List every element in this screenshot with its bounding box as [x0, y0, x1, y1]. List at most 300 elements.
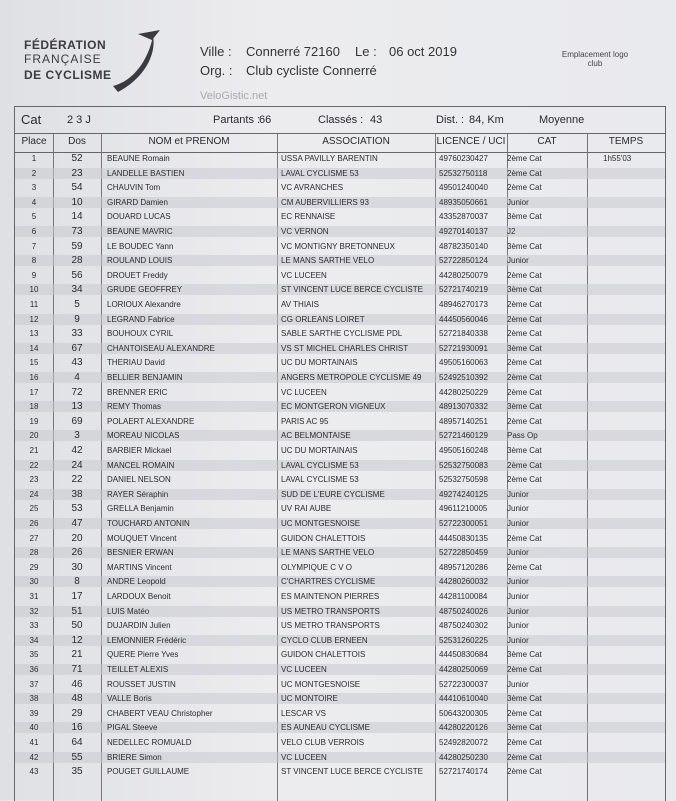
- category-cell: Junior: [507, 606, 529, 616]
- association-cell: VELO CLUB VERROIS: [281, 738, 365, 747]
- table-row: [15, 474, 665, 485]
- table-row: [15, 314, 665, 325]
- category-cell: 2ème Cat: [507, 752, 542, 762]
- place-cell: 1: [31, 154, 37, 163]
- licence-cell: 52721740219: [439, 285, 488, 295]
- dos-cell: 64: [71, 737, 83, 748]
- name-cell: DROUET Freddy: [107, 270, 168, 280]
- association-cell: OLYMPIQUE C V O: [281, 562, 352, 572]
- category-cell: 3ème Cat: [507, 694, 542, 704]
- place-cell: 19: [29, 416, 39, 426]
- dos-cell: 55: [71, 751, 83, 763]
- dos-cell: 4: [74, 372, 80, 383]
- category-cell: 2ème Cat: [507, 154, 542, 163]
- name-cell: BRENNER ERIC: [107, 387, 168, 397]
- logo-line2: FRANÇAISE: [24, 52, 102, 66]
- place-cell: 39: [29, 708, 39, 718]
- licence-cell: 44280260032: [439, 577, 488, 587]
- table-row: [15, 533, 665, 544]
- association-cell: VC LUCEEN: [281, 752, 327, 762]
- association-cell: VC AVRANCHES: [281, 183, 344, 193]
- club-logo-placeholder: Emplacement logo club: [561, 50, 629, 68]
- place-cell: 38: [29, 694, 39, 704]
- category-cell: 2ème Cat: [507, 767, 542, 777]
- association-cell: LE MANS SARTHE VELO: [281, 548, 375, 558]
- table-row: [15, 503, 665, 514]
- association-cell: VC LUCEEN: [281, 387, 327, 397]
- place-cell: 16: [29, 373, 39, 382]
- licence-cell: 48935050661: [439, 197, 488, 207]
- place-cell: 24: [29, 489, 39, 499]
- place-cell: 8: [31, 256, 37, 266]
- licence-cell: 43352870037: [439, 212, 488, 222]
- name-cell: VALLE Boris: [107, 694, 152, 704]
- name-cell: BOUHOUX CYRIL: [107, 329, 174, 339]
- place-cell: 6: [31, 227, 37, 236]
- table-row: [15, 299, 665, 310]
- licence-cell: 48750240302: [439, 621, 488, 631]
- association-cell: UC MONTGESNOISE: [281, 679, 361, 689]
- name-cell: BEAUNE MAVRIC: [107, 227, 173, 236]
- category-cell: Junior: [507, 621, 529, 631]
- dos-cell: 17: [71, 591, 83, 602]
- cat-value: 2 3 J: [67, 114, 91, 126]
- dos-cell: 35: [71, 766, 83, 778]
- org-label: Org. :: [200, 63, 233, 78]
- category-cell: Junior: [507, 256, 529, 266]
- licence-cell: 48957120286: [439, 562, 488, 572]
- dos-cell: 12: [71, 634, 83, 646]
- name-cell: ANDRE Leopold: [107, 577, 166, 587]
- place-cell: 28: [29, 548, 39, 558]
- place-cell: 12: [29, 314, 39, 324]
- results-table: [14, 106, 666, 801]
- table-row: [15, 518, 665, 529]
- dos-cell: 9: [74, 313, 80, 325]
- name-cell: BARBIER Mickael: [107, 446, 172, 455]
- name-cell: RAYER Séraphin: [107, 489, 169, 499]
- dos-cell: 43: [71, 357, 83, 369]
- table-row: [15, 211, 665, 222]
- logo-line1: FÉDÉRATION: [24, 38, 107, 52]
- place-cell: 34: [29, 635, 39, 645]
- licence-cell: 49270140137: [439, 227, 488, 236]
- licence-cell: 48946270173: [439, 300, 488, 309]
- col-assoc: ASSOCIATION: [322, 136, 390, 147]
- dos-cell: 56: [71, 269, 83, 281]
- org-value: Club cycliste Connerré: [246, 63, 377, 78]
- ville-label: Ville :: [200, 44, 232, 59]
- licence-cell: 44410610040: [439, 694, 488, 704]
- place-cell: 32: [29, 606, 39, 616]
- classes-label: Classés :: [318, 114, 364, 126]
- place-cell: 23: [29, 475, 39, 485]
- category-cell: Junior: [507, 592, 529, 601]
- place-cell: 7: [31, 241, 37, 251]
- dist-value: 84, Km: [469, 114, 504, 126]
- place-cell: 17: [29, 387, 39, 397]
- dos-cell: 38: [71, 488, 83, 500]
- category-cell: 3ème Cat: [507, 212, 542, 222]
- logo-line3: DE CYCLISME: [24, 68, 112, 82]
- category-cell: Junior: [507, 577, 529, 587]
- association-cell: CM AUBERVILLIERS 93: [281, 197, 369, 207]
- dos-cell: 26: [71, 547, 83, 559]
- table-row: [15, 737, 665, 748]
- association-cell: US METRO TRANSPORTS: [281, 621, 380, 631]
- association-cell: EC MONTGERON VIGNEUX: [281, 402, 386, 412]
- dos-cell: 54: [71, 182, 83, 194]
- dos-cell: 3: [74, 430, 80, 442]
- dos-cell: 50: [71, 620, 83, 632]
- category-cell: Junior: [507, 504, 529, 514]
- ffc-logo: [18, 34, 168, 94]
- dos-cell: 51: [71, 605, 83, 617]
- association-cell: VC LUCEEN: [281, 270, 327, 280]
- place-cell: 14: [29, 343, 39, 353]
- dos-cell: 16: [71, 722, 83, 734]
- dos-cell: 14: [71, 211, 83, 223]
- licence-cell: 44280250069: [439, 665, 488, 674]
- table-row: [15, 284, 665, 295]
- name-cell: LUIS Matéo: [107, 606, 150, 616]
- licence-cell: 52722300037: [439, 679, 488, 689]
- association-cell: CYCLO CLUB ERNEEN: [281, 635, 368, 645]
- association-cell: LAVAL CYCLISME 53: [281, 168, 359, 178]
- association-cell: LAVAL CYCLISME 53: [281, 460, 359, 470]
- dos-cell: 67: [71, 342, 83, 354]
- dos-cell: 69: [71, 415, 83, 427]
- association-cell: ES MAINTENON PIERRES: [281, 592, 380, 601]
- category-cell: 2ème Cat: [507, 270, 542, 280]
- name-cell: BRIERE Simon: [107, 752, 162, 762]
- date-label: Le :: [355, 44, 377, 59]
- place-cell: 22: [29, 460, 39, 470]
- name-cell: DANIEL NELSON: [107, 475, 171, 485]
- category-cell: 2ème Cat: [507, 460, 542, 470]
- table-row: [15, 357, 665, 368]
- name-cell: MANCEL ROMAIN: [107, 460, 175, 470]
- table-row: [15, 722, 665, 733]
- association-cell: VC VERNON: [281, 227, 329, 236]
- table-row: [15, 679, 665, 690]
- association-cell: EC RENNAISE: [281, 212, 336, 222]
- association-cell: SUD DE L'EURE CYCLISME: [281, 489, 385, 499]
- classes-value: 43: [370, 114, 383, 126]
- table-row: [15, 620, 665, 631]
- category-cell: Junior: [507, 679, 529, 689]
- licence-cell: 48913070332: [439, 402, 488, 412]
- licence-cell: 48957140251: [439, 416, 488, 426]
- place-cell: 4: [31, 197, 37, 207]
- licence-cell: 48782350140: [439, 241, 488, 251]
- name-cell: GRELLA Benjamin: [107, 504, 174, 514]
- category-cell: 3ème Cat: [507, 402, 542, 412]
- association-cell: USSA PAVILLY BARENTIN: [281, 154, 378, 163]
- name-cell: LEGRAND Fabrice: [107, 314, 175, 324]
- dos-cell: 10: [71, 196, 83, 208]
- dos-cell: 71: [71, 664, 83, 675]
- category-cell: 2ème Cat: [507, 416, 542, 426]
- place-cell: 29: [29, 562, 39, 572]
- ffc-swoosh-icon: [108, 26, 168, 96]
- col-licence: LICENCE / UCI: [436, 136, 506, 147]
- licence-cell: 44280220126: [439, 723, 488, 733]
- place-cell: 35: [29, 650, 39, 660]
- column-headers: [15, 134, 665, 153]
- dos-cell: 73: [71, 226, 83, 237]
- association-cell: LAVAL CYCLISME 53: [281, 475, 359, 485]
- licence-cell: 49505160063: [439, 358, 488, 368]
- licence-cell: 52531260225: [439, 635, 488, 645]
- licence-cell: 52722300051: [439, 519, 488, 528]
- name-cell: LANDELLE BASTIEN: [107, 168, 185, 178]
- association-cell: UV RAI AUBE: [281, 504, 332, 514]
- category-cell: 3ème Cat: [507, 241, 542, 251]
- name-cell: POLAERT ALEXANDRE: [107, 416, 195, 426]
- dos-cell: 8: [74, 576, 80, 588]
- dos-cell: 72: [71, 386, 83, 398]
- table-row: [15, 460, 665, 471]
- dos-cell: 33: [71, 328, 83, 340]
- place-cell: 30: [29, 577, 39, 587]
- category-cell: 2ème Cat: [507, 329, 542, 339]
- place-cell: 43: [29, 767, 39, 777]
- table-row: [15, 562, 665, 573]
- result-rows: [15, 153, 665, 801]
- category-cell: 3ème Cat: [507, 343, 542, 353]
- category-cell: 2ème Cat: [507, 387, 542, 397]
- category-cell: 2ème Cat: [507, 314, 542, 324]
- dos-cell: 13: [71, 401, 83, 413]
- dos-cell: 23: [71, 167, 83, 179]
- category-cell: 2ème Cat: [507, 533, 542, 543]
- association-cell: UC DU MORTAINAIS: [281, 446, 358, 455]
- association-cell: LESCAR VS: [281, 708, 326, 718]
- place-cell: 11: [29, 300, 39, 309]
- association-cell: UC MONTOIRE: [281, 694, 338, 704]
- name-cell: BELLIER BENJAMIN: [107, 373, 183, 382]
- table-row: [15, 255, 665, 266]
- place-cell: 13: [29, 329, 39, 339]
- category-cell: J2: [507, 227, 516, 236]
- licence-cell: 52722850124: [439, 256, 488, 266]
- table-row: [15, 226, 665, 237]
- table-row: [15, 489, 665, 500]
- table-row: [15, 649, 665, 660]
- name-cell: ROULAND LOUIS: [107, 256, 173, 266]
- table-row: [15, 576, 665, 587]
- name-cell: DOUARD LUCAS: [107, 212, 171, 222]
- table-row: [15, 153, 665, 164]
- place-cell: 33: [29, 621, 39, 631]
- licence-cell: 44280250230: [439, 752, 488, 762]
- table-row: [15, 416, 665, 427]
- category-cell: 2ème Cat: [507, 300, 542, 309]
- name-cell: BEAUNE Romain: [107, 154, 170, 163]
- col-name: NOM et PRENOM: [148, 136, 230, 147]
- licence-cell: 49274240125: [439, 489, 488, 499]
- licence-cell: 52721740174: [439, 767, 488, 777]
- licence-cell: 52532750083: [439, 460, 488, 470]
- dos-cell: 22: [71, 474, 83, 486]
- category-cell: 2ème Cat: [507, 373, 542, 382]
- moyenne-label: Moyenne: [539, 114, 585, 126]
- association-cell: GUIDON CHALETTOIS: [281, 650, 366, 660]
- association-cell: ST VINCENT LUCE BERCE CYCLISTE: [281, 285, 423, 295]
- place-cell: 18: [29, 402, 39, 412]
- name-cell: MOREAU NICOLAS: [107, 431, 180, 441]
- name-cell: CHAUVIN Tom: [107, 183, 161, 193]
- licence-cell: 49611210005: [439, 504, 488, 514]
- name-cell: CHANTOISEAU ALEXANDRE: [107, 343, 215, 353]
- association-cell: UC MONTGESNOISE: [281, 519, 361, 528]
- licence-cell: 52721460129: [439, 431, 488, 441]
- table-row: [15, 270, 665, 281]
- name-cell: NEDELLEC ROMUALD: [107, 738, 192, 747]
- place-cell: 10: [29, 285, 39, 295]
- association-cell: ST VINCENT LUCE BERCE CYCLISTE: [281, 767, 423, 777]
- category-cell: 2ème Cat: [507, 665, 542, 674]
- category-cell: 3ème Cat: [507, 723, 542, 733]
- name-cell: TOUCHARD ANTONIN: [107, 519, 190, 528]
- table-row: [15, 752, 665, 763]
- place-cell: 41: [29, 738, 39, 747]
- name-cell: BESNIER ERWAN: [107, 548, 174, 558]
- place-cell: 40: [29, 723, 39, 733]
- name-cell: REMY Thomas: [107, 402, 161, 412]
- licence-cell: 52492510392: [439, 373, 488, 382]
- dos-cell: 29: [71, 707, 83, 719]
- association-cell: C'CHARTRES CYCLISME: [281, 577, 376, 587]
- place-cell: 2: [31, 168, 37, 178]
- name-cell: POUGET GUILLAUME: [107, 767, 190, 777]
- dos-cell: 20: [71, 532, 83, 544]
- association-cell: UC DU MORTAINAIS: [281, 358, 358, 368]
- dos-cell: 42: [71, 445, 83, 456]
- category-cell: 3ème Cat: [507, 446, 542, 455]
- association-cell: ES AUNEAU CYCLISME: [281, 723, 370, 733]
- table-row: [15, 328, 665, 339]
- name-cell: CHABERT VEAU Christopher: [107, 708, 213, 718]
- table-row: [15, 182, 665, 193]
- category-cell: 2ème Cat: [507, 168, 542, 178]
- category-cell: Junior: [507, 489, 529, 499]
- name-cell: TEILLET ALEXIS: [107, 665, 169, 674]
- licence-cell: 52722850459: [439, 548, 488, 558]
- place-cell: 37: [29, 679, 39, 689]
- place-cell: 9: [31, 270, 37, 280]
- name-cell: PIGAL Steeve: [107, 723, 158, 733]
- licence-cell: 52532750118: [439, 168, 488, 178]
- association-cell: SABLE SARTHE CYCLISME PDL: [281, 329, 403, 339]
- category-cell: 2ème Cat: [507, 183, 542, 193]
- name-cell: THERIAU David: [107, 358, 165, 368]
- licence-cell: 52492820072: [439, 738, 488, 747]
- association-cell: VS ST MICHEL CHARLES CHRIST: [281, 343, 409, 353]
- place-cell: 3: [31, 183, 37, 193]
- place-cell: 15: [29, 358, 39, 368]
- time-cell: 1h55'03: [603, 154, 632, 163]
- place-cell: 36: [29, 665, 39, 674]
- place-cell: 5: [31, 212, 37, 222]
- name-cell: MOUQUET Vincent: [107, 533, 177, 543]
- name-cell: GRUDE GEOFFREY: [107, 285, 183, 295]
- dos-cell: 52: [71, 153, 83, 164]
- category-cell: 3ème Cat: [507, 650, 542, 660]
- dos-cell: 21: [71, 649, 83, 661]
- category-cell: 2ème Cat: [507, 475, 542, 485]
- association-cell: VC LUCEEN: [281, 665, 327, 674]
- category-cell: 2ème Cat: [507, 708, 542, 718]
- table-row: [15, 445, 665, 456]
- category-cell: 2ème Cat: [507, 738, 542, 747]
- name-cell: GIRARD Damien: [107, 197, 168, 207]
- licence-cell: 44281100084: [439, 592, 488, 601]
- category-cell: Junior: [507, 197, 529, 207]
- table-row: [15, 708, 665, 719]
- licence-cell: 52721930091: [439, 343, 488, 353]
- name-cell: ROUSSET JUSTIN: [107, 679, 176, 689]
- name-cell: DUJARDIN Julien: [107, 621, 171, 631]
- licence-cell: 49501240040: [439, 183, 488, 193]
- table-row: [15, 430, 665, 441]
- table-row: [15, 591, 665, 602]
- dos-cell: 46: [71, 678, 83, 690]
- dos-cell: 47: [71, 518, 83, 529]
- licence-cell: 49505160248: [439, 446, 488, 455]
- partants-label: Partants :: [213, 114, 261, 126]
- table-row: [15, 635, 665, 646]
- category-cell: 2ème Cat: [507, 358, 542, 368]
- dos-cell: 30: [71, 561, 83, 573]
- licence-cell: 44450830684: [439, 650, 488, 660]
- col-temps: TEMPS: [608, 136, 644, 147]
- association-cell: LE MANS SARTHE VELO: [281, 256, 375, 266]
- date-value: 06 oct 2019: [389, 44, 457, 59]
- col-cat: CAT: [537, 136, 557, 147]
- table-row: [15, 168, 665, 179]
- licence-cell: 44450830135: [439, 533, 488, 543]
- table-row: [15, 343, 665, 354]
- table-row: [15, 387, 665, 398]
- category-cell: Pass Op: [507, 431, 538, 441]
- name-cell: LE BOUDEC Yann: [107, 241, 174, 251]
- col-dos: Dos: [68, 136, 86, 147]
- place-cell: 20: [29, 431, 39, 441]
- licence-cell: 48750240026: [439, 606, 488, 616]
- licence-cell: 52532750598: [439, 475, 488, 485]
- association-cell: VC MONTIGNY BRETONNEUX: [281, 241, 395, 251]
- category-cell: 2ème Cat: [507, 562, 542, 572]
- table-row: [15, 401, 665, 412]
- place-cell: 42: [29, 752, 39, 762]
- category-cell: 3ème Cat: [507, 285, 542, 295]
- association-cell: ANGERS METROPOLE CYCLISME 49: [281, 373, 422, 382]
- licence-cell: 49760230427: [439, 154, 488, 163]
- table-row: [15, 197, 665, 208]
- ville-value: Connerré 72160: [246, 44, 340, 59]
- association-cell: GUIDON CHALETTOIS: [281, 533, 366, 543]
- partants-value: 66: [259, 114, 272, 126]
- category-cell: Junior: [507, 635, 529, 645]
- place-cell: 31: [29, 592, 39, 601]
- association-cell: US METRO TRANSPORTS: [281, 606, 380, 616]
- name-cell: QUERE Pierre Yves: [107, 650, 179, 660]
- dos-cell: 53: [71, 503, 83, 515]
- table-row: [15, 241, 665, 252]
- summary-row: [15, 107, 665, 134]
